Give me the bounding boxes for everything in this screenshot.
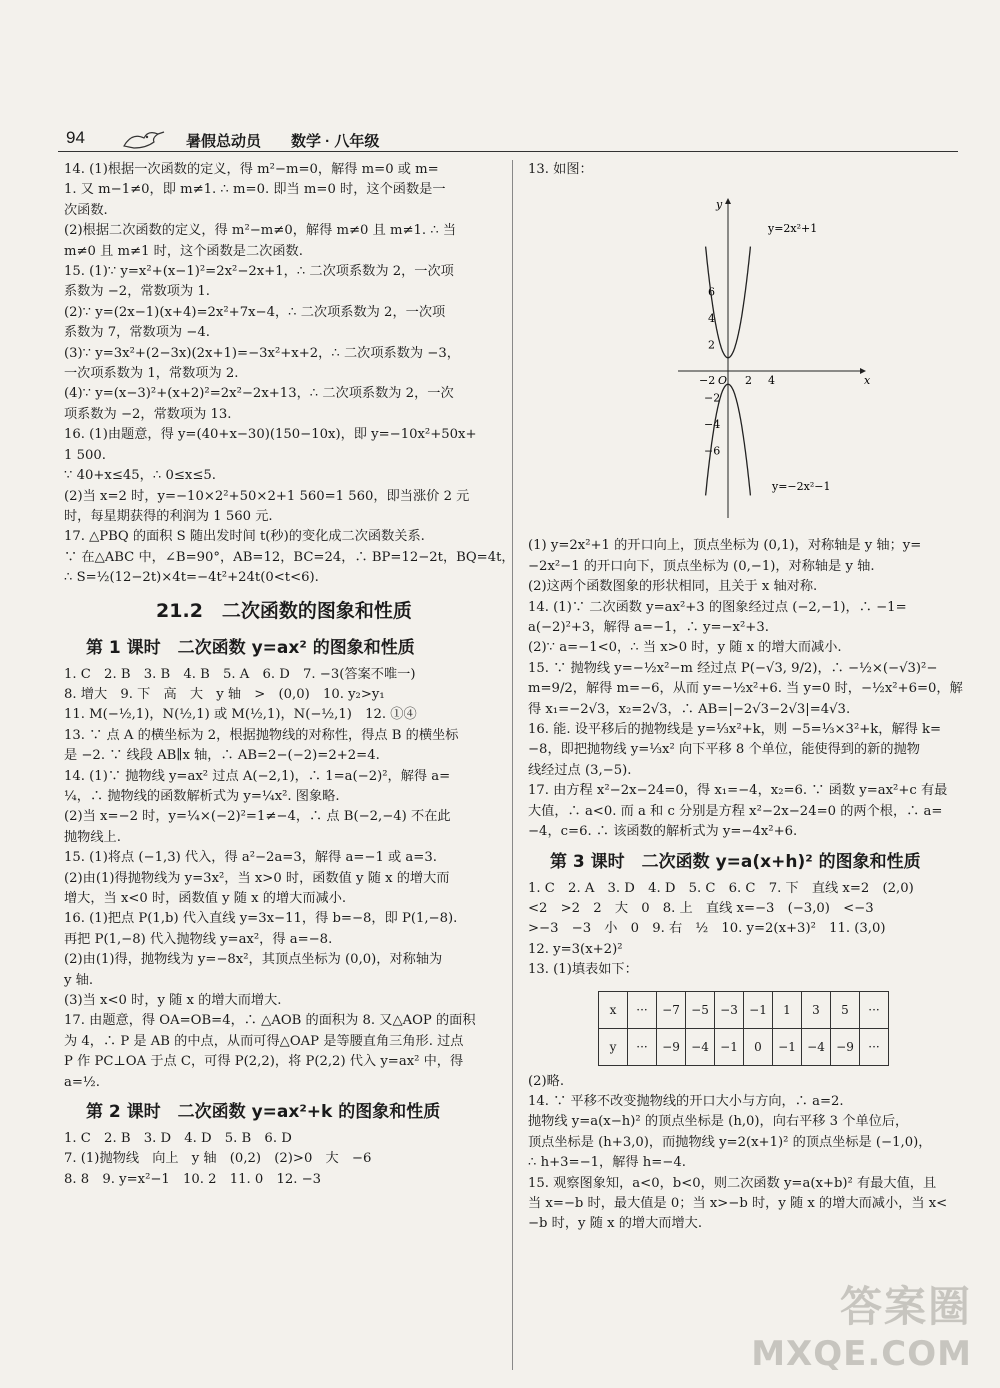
answer-line: ∴ h+3=−1，解得 h=−4.	[528, 1155, 686, 1171]
x-axis-label: x	[864, 374, 871, 388]
answer-line: −2x²−1 的开口向下，顶点坐标为 (0,−1)，对称轴是 y 轴.	[528, 558, 875, 574]
lesson-2-title: 第 2 课时 二次函数 y=ax²+k 的图象和性质	[86, 1102, 441, 1123]
header-rule	[58, 151, 958, 152]
table-row-y	[599, 1028, 889, 1065]
answer-line: 抛物线上.	[64, 829, 121, 845]
y-tick-label: 6	[708, 286, 715, 300]
answer-line: 1. 又 m−1≠0，即 m≠1. ∴ m=0. 即当 m=0 时，这个函数是一	[64, 182, 446, 198]
answer-line: ¼，∴ 抛物线的函数解析式为 y=¼x². 图象略.	[64, 788, 340, 804]
answer-line: 16. (1)把点 P(1,b) 代入直线 y=3x−11，得 b=−8，即 P(1,−8).	[64, 911, 458, 927]
table-cell: 0	[744, 1028, 773, 1065]
answers-block-q13-17	[528, 536, 963, 842]
answer-line: 当 x=−b 时，最大值是 0；当 x>−b 时，y 随 x 的增大而减小，当 x<	[528, 1195, 948, 1211]
table-cell: −3	[715, 991, 744, 1028]
answer-line: 时，每星期获得的利润为 1 560 元.	[64, 508, 273, 524]
answer-line: 15. (1)∵ y=x²+(x−1)²=2x²−2x+1，∴ 二次项系数为 2，一次项	[64, 264, 454, 280]
answer-line: −4，c=6. ∴ 该函数的解析式为 y=−4x²+6.	[528, 824, 798, 840]
answer-line: (1) y=2x²+1 的开口向上，顶点坐标为 (0,1)，对称轴是 y 轴；y=	[528, 538, 922, 554]
table-cell: ···	[628, 991, 657, 1028]
right-column	[528, 160, 963, 1235]
answer-line: y 轴.	[64, 972, 94, 988]
answer-line: 1. C 2. B 3. D 4. D 5. B 6. D	[64, 1131, 292, 1147]
table-cell: ···	[860, 1028, 889, 1065]
lesson-3-title: 第 3 课时 二次函数 y=a(x+h)² 的图象和性质	[550, 851, 921, 872]
answer-line: (2)这两个函数图象的形状相同，且关于 x 轴对称.	[528, 579, 818, 595]
parabola-graph	[668, 196, 871, 526]
page-number: 94	[66, 128, 85, 147]
answer-line: (2)由(1)得，抛物线为 y=−8x²，其顶点坐标为 (0,0)，对称轴为	[64, 952, 443, 968]
table-cell: −4	[802, 1028, 831, 1065]
table-cell: −4	[686, 1028, 715, 1065]
answer-line: 1 500.	[64, 447, 106, 463]
answer-line: 16. (1)由题意，得 y=(40+x−30)(150−10x)，即 y=−10x²+50x+	[64, 427, 477, 443]
q13-label: 13. 如图：	[528, 162, 593, 177]
answer-line: ∵ 在△ABC 中，∠B=90°，AB=12，BC=24，∴ BP=12−2t，BQ=4t，	[64, 549, 515, 565]
answer-line: 系数为 7，常数项为 −4.	[64, 325, 210, 341]
answer-line: a=½.	[64, 1074, 100, 1090]
x-tick-label: −2	[699, 374, 716, 388]
upper-curve-label: y=2x²+1	[768, 222, 818, 236]
table-cell: ···	[628, 1028, 657, 1065]
table-cell: −1	[744, 991, 773, 1028]
answer-line: 15. 观察图象知，a<0，b<0，则二次函数 y=a(x+b)² 有最大值，且	[528, 1175, 937, 1191]
answers-block-lesson-2	[64, 1129, 504, 1190]
table-cell: 3	[802, 991, 831, 1028]
answer-line: (3)当 x<0 时，y 随 x 的增大而增大.	[64, 993, 282, 1009]
table-cell: −1	[773, 1028, 802, 1065]
answer-line: m=9/2，解得 m=−6，从而 y=−½x²+6. 当 y=0 时，−½x²+6=0，解	[528, 681, 963, 697]
lower-curve-label: y=−2x²−1	[772, 480, 831, 494]
y-axis-arrow-icon	[725, 198, 731, 204]
table-cell: ···	[860, 991, 889, 1028]
answer-line: P 作 PC⊥OA 于点 C，可得 P(2,2)，将 P(2,2) 代入 y=ax² 中，得	[64, 1054, 464, 1070]
answer-line: 13. ∵ 点 A 的横坐标为 2，根据抛物线的对称性，得点 B 的横坐标	[64, 727, 459, 743]
table-row-x	[599, 991, 889, 1028]
answer-line: (2)当 x=−2 时，y=¼×(−2)²=1≠−4，∴ 点 B(−2,−4) 不在此	[64, 809, 451, 825]
answer-line: 增大，当 x<0 时，函数值 y 随 x 的增大而减小.	[64, 891, 347, 906]
column-divider	[512, 160, 513, 1370]
table-cell: 5	[831, 991, 860, 1028]
watermark-url: MXQE.COM	[751, 1334, 972, 1374]
y-tick-label: −6	[704, 444, 721, 458]
answer-line: 大值，∴ a<0. 而 a 和 c 分别是方程 x²−2x−24=0 的两个根，∴ a=	[528, 803, 943, 819]
answer-line: 15. (1)将点 (−1,3) 代入，得 a²−2a=3，解得 a=−1 或 a=3.	[64, 850, 437, 866]
y-tick-label: 4	[708, 312, 715, 326]
answers-block-21-1	[64, 160, 515, 589]
answer-line: 抛物线 y=a(x−h)² 的顶点坐标是 (h,0)，向右平移 3 个单位后，	[528, 1114, 909, 1130]
answer-line: (2)∵ y=(2x−1)(x+4)=2x²+7x−4，∴ 二次项系数为 2，一次项	[64, 304, 446, 320]
page-header	[58, 126, 958, 156]
answer-line: (2)∵ a=−1<0，∴ 当 x>0 时，y 随 x 的增大而减小.	[528, 640, 842, 656]
y-tick-label: −4	[704, 418, 721, 432]
table-cell: 1	[773, 991, 802, 1028]
answer-line: 1. C 2. A 3. D 4. D 5. C 6. C 7. 下 直线 x=2 (2,0)	[528, 880, 914, 896]
answer-line: 项系数为 −2，常数项为 13.	[64, 406, 232, 422]
answer-line: 1. C 2. B 3. B 4. B 5. A 6. D 7. −3(答案不唯一)	[64, 666, 416, 682]
answer-line: 8. 8 9. y=x²−1 10. 2 11. 0 12. −3	[64, 1171, 322, 1187]
origin-label: O	[718, 374, 728, 388]
answer-line: 8. 增大 9. 下 高 大 y 轴 > (0,0) 10. y₂>y₁	[64, 686, 385, 702]
answer-line: ∵ 40+x≤45，∴ 0≤x≤5.	[64, 468, 216, 484]
answer-line: 次函数.	[64, 202, 108, 218]
lesson-1-title: 第 1 课时 二次函数 y=ax² 的图象和性质	[86, 637, 415, 658]
answer-line: 顶点坐标是 (h+3,0)，而抛物线 y=2(x+1)² 的顶点坐标是 (−1,0)，	[528, 1134, 932, 1150]
answers-block-lesson-3-cont	[528, 1072, 960, 1235]
answer-line: 为 4，∴ P 是 AB 的中点，从而可得△OAP 是等腰直角三角形. 过点	[64, 1033, 464, 1049]
answer-line: −8，即把抛物线 y=⅓x² 向下平移 8 个单位，能使得到的新的抛物	[528, 742, 920, 758]
left-column	[64, 160, 515, 1190]
table-cell: −9	[831, 1028, 860, 1065]
watermark	[751, 1274, 972, 1374]
series-name: 暑假总动员	[186, 133, 262, 150]
answer-line: (3)∵ y=3x²+(2−3x)(2x+1)=−3x²+x+2，∴ 二次项系数为 −3，	[64, 345, 460, 361]
y-tick-label: 2	[708, 338, 715, 352]
table-cell: y	[599, 1028, 628, 1065]
table-cell: −5	[686, 991, 715, 1028]
answer-line: 17. △PBQ 的面积 S 随出发时间 t(秒)的变化成二次函数关系.	[64, 529, 425, 545]
parabola-svg	[668, 196, 871, 526]
answer-line: 再把 P(1,−8) 代入抛物线 y=ax²，得 a=−8.	[64, 931, 333, 947]
section-title: 21.2 二次函数的图象和性质	[156, 599, 412, 622]
table-cell: −7	[657, 991, 686, 1028]
answer-line: 15. ∵ 抛物线 y=−½x²−m 经过点 P(−√3, 9/2)，∴ −½×(−√3)²−	[528, 660, 938, 676]
answer-line: (2)根据二次函数的定义，得 m²−m≠0，解得 m≠0 且 m≠1. ∴ 当	[64, 223, 457, 239]
y-tick-label: −2	[704, 391, 721, 405]
subject-grade: 数学 · 八年级	[291, 133, 380, 150]
answer-line: >−3 −3 小 0 9. 右 ½ 10. y=2(x+3)² 11. (3,0)	[528, 921, 886, 937]
answer-line: (4)∵ y=(x−3)²+(x+2)²=2x²−2x+13，∴ 二次项系数为 2，一次	[64, 386, 454, 402]
answer-line: a(−2)²+3，解得 a=−1，∴ y=−x²+3.	[528, 620, 769, 636]
answer-line: 线经过点 (3,−5).	[528, 762, 632, 778]
answer-line: 系数为 −2，常数项为 1.	[64, 284, 210, 300]
answer-line: 得 x₁=−2√3，x₂=2√3，∴ AB=|−2√3−2√3|=4√3.	[528, 701, 851, 717]
answer-line: 13. (1)填表如下：	[528, 962, 638, 978]
answer-line: 16. 能. 设平移后的抛物线是 y=⅓x²+k，则 −5=⅓×3²+k，解得 k=	[528, 722, 942, 738]
answer-line: 14. (1)根据一次函数的定义，得 m²−m=0，解得 m=0 或 m=	[64, 162, 439, 177]
answer-line: 14. (1)∵ 抛物线 y=ax² 过点 A(−2,1)，∴ 1=a(−2)²，解得 a=	[64, 768, 451, 784]
answer-line: ∴ S=½(12−2t)×4t=−4t²+24t(0<t<6).	[64, 570, 319, 586]
answer-line: 17. 由方程 x²−2x−24=0，得 x₁=−4，x₂=6. ∵ 函数 y=ax²+c 有最	[528, 783, 948, 799]
answer-line: −b 时，y 随 x 的增大而增大.	[528, 1216, 703, 1232]
x-tick-label: 2	[745, 374, 752, 388]
y-axis-label: y	[716, 198, 723, 212]
answers-block-lesson-1	[64, 665, 504, 1094]
x-tick-label: 4	[768, 374, 775, 388]
answer-line: (2)当 x=2 时，y=−10×2²+50×2+1 560=1 560，即当涨价 2 元	[64, 488, 470, 504]
table-cell: x	[599, 991, 628, 1028]
answer-line: 17. 由题意，得 OA=OB=4，∴ △AOB 的面积为 8. 又△AOP 的面积	[64, 1013, 476, 1029]
watermark-brand: 答案圈	[839, 1282, 972, 1331]
table-cell: −9	[657, 1028, 686, 1065]
answer-line: m≠0 且 m≠1 时，这个函数是二次函数.	[64, 243, 303, 259]
answers-block-lesson-3	[528, 879, 960, 981]
answer-line: (2)由(1)得抛物线为 y=3x²，当 x>0 时，函数值 y 随 x 的增大而	[64, 870, 450, 886]
answer-line: 一次项系数为 1，常数项为 2.	[64, 366, 239, 382]
answer-line: 14. ∵ 平移不改变抛物线的开口大小与方向，∴ a=2.	[528, 1093, 844, 1109]
value-table	[598, 991, 889, 1066]
table-cell: −1	[715, 1028, 744, 1065]
answer-line: 12. y=3(x+2)²	[528, 941, 623, 957]
answer-line: 14. (1)∵ 二次函数 y=ax²+3 的图象经过点 (−2,−1)，∴ −1=	[528, 599, 907, 615]
answer-line: 11. M(−½,1)，N(½,1) 或 M(½,1)，N(−½,1) 12. ①④	[64, 707, 417, 723]
answer-line: (2)略.	[528, 1073, 565, 1089]
answer-line: 是 −2. ∵ 线段 AB∥x 轴，∴ AB=2−(−2)=2+2=4.	[64, 748, 380, 764]
answer-line: 7. (1)抛物线 向上 y 轴 (0,2) (2)>0 大 −6	[64, 1151, 372, 1167]
answer-line: <2 >2 2 大 0 8. 上 直线 x=−3 (−3,0) <−3	[528, 900, 874, 916]
